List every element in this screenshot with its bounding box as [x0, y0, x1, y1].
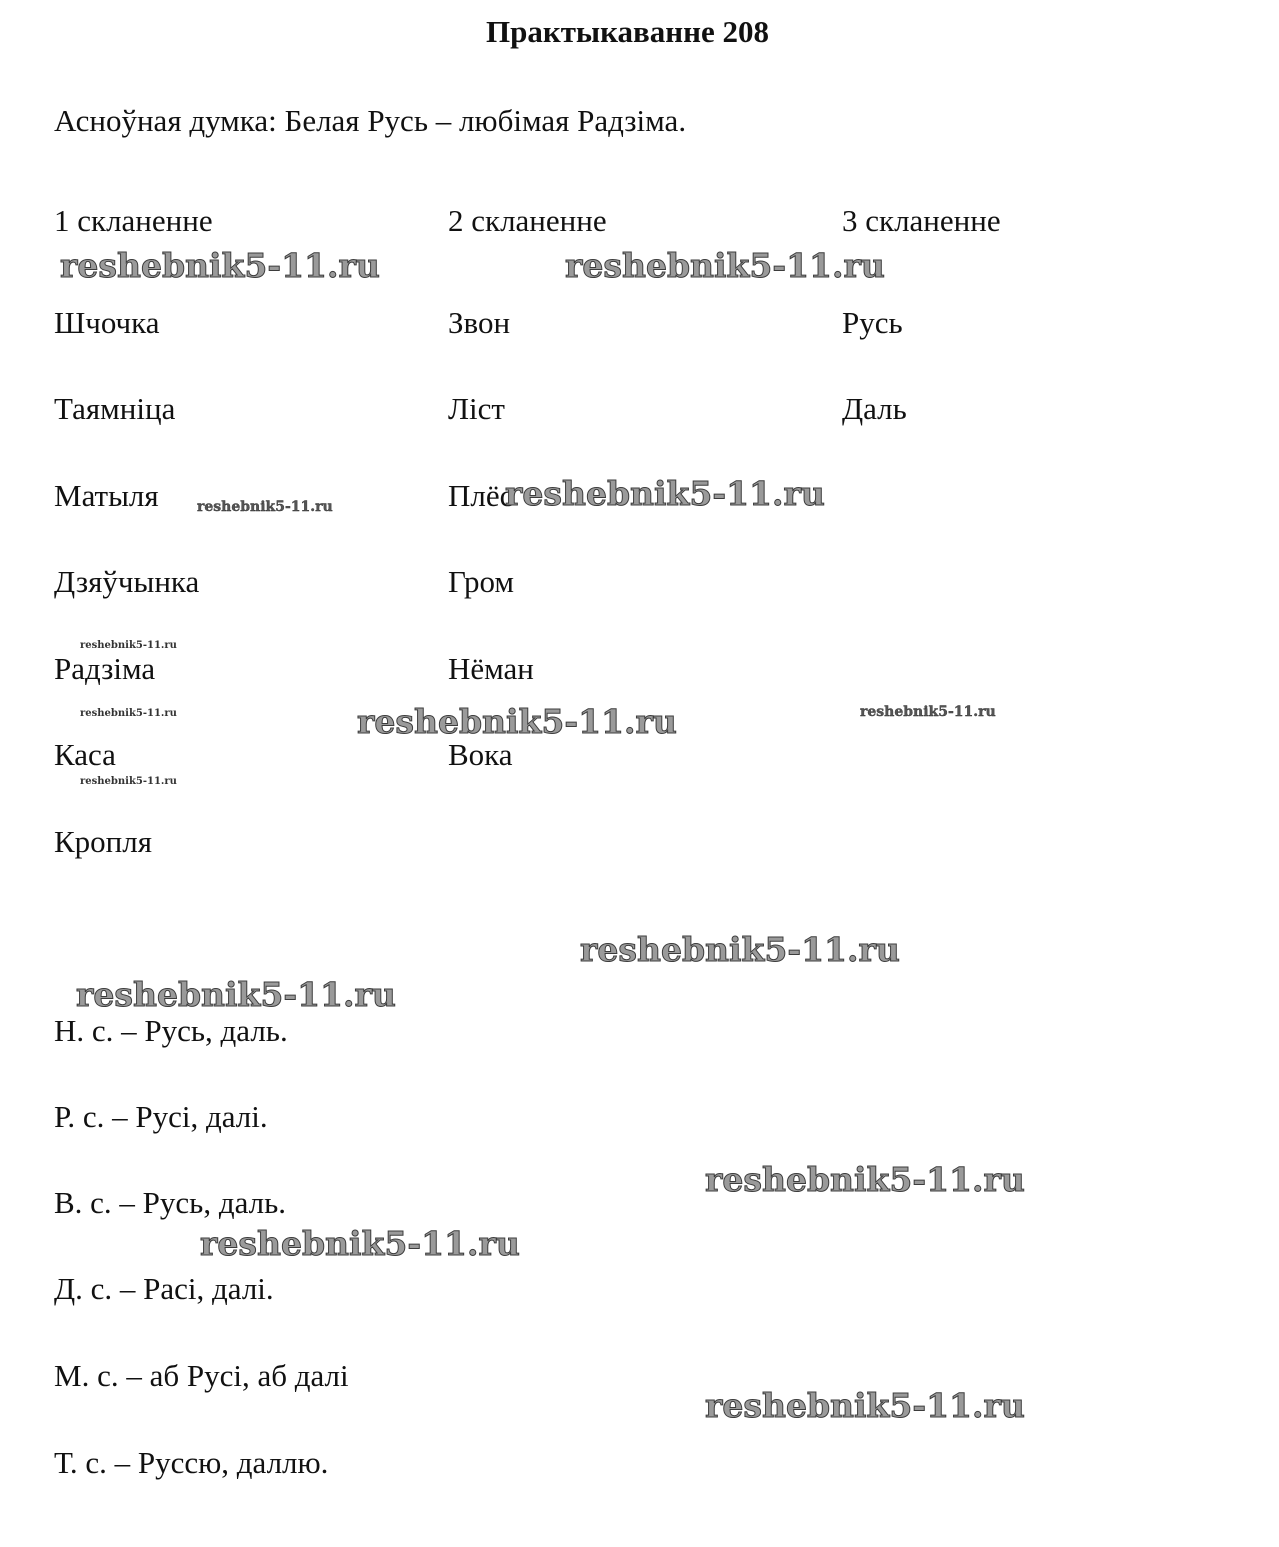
word-1-3: Матыля: [54, 478, 159, 513]
word-2-4: Гром: [448, 564, 514, 599]
watermark: reshebnik5-11.ru: [580, 930, 900, 969]
word-3-2: Даль: [842, 391, 907, 426]
watermark: reshebnik5-11.ru: [860, 704, 996, 720]
word-3-1: Русь: [842, 305, 903, 340]
word-1-1: Шчочка: [54, 305, 160, 340]
case-instrumental: Т. с. – Руссю, даллю.: [54, 1445, 329, 1480]
watermark: reshebnik5-11.ru: [80, 708, 177, 719]
watermark: reshebnik5-11.ru: [565, 246, 885, 285]
word-2-2: Ліст: [448, 391, 505, 426]
word-1-5: Радзіма: [54, 651, 156, 686]
word-2-6: Вока: [448, 737, 513, 772]
case-dative: Д. с. – Расі, далі.: [54, 1271, 274, 1306]
word-2-1: Звон: [448, 305, 511, 340]
word-1-7: Кропля: [54, 824, 152, 859]
main-idea: Асноўная думка: Белая Русь – любімая Радзіма.: [54, 103, 687, 138]
watermark: reshebnik5-11.ru: [357, 702, 677, 741]
word-1-2: Таямніца: [54, 391, 176, 426]
header-declension-3: 3 скланенне: [842, 203, 1001, 238]
watermark: reshebnik5-11.ru: [505, 474, 825, 513]
word-2-5: Нёман: [448, 651, 534, 686]
watermark: reshebnik5-11.ru: [80, 776, 177, 787]
word-1-6: Каса: [54, 737, 116, 772]
watermark: reshebnik5-11.ru: [60, 246, 380, 285]
watermark: reshebnik5-11.ru: [705, 1386, 1025, 1425]
case-nominative: Н. с. – Русь, даль.: [54, 1013, 288, 1048]
watermark: reshebnik5-11.ru: [705, 1160, 1025, 1199]
word-2-3: Плёс: [448, 478, 514, 513]
watermark: reshebnik5-11.ru: [197, 499, 333, 515]
watermark: reshebnik5-11.ru: [76, 975, 396, 1014]
page-title: Практыкаванне 208: [485, 14, 769, 49]
case-accusative: В. с. – Русь, даль.: [54, 1185, 286, 1220]
case-genitive: Р. с. – Русі, далі.: [54, 1099, 268, 1134]
header-declension-1: 1 скланенне: [54, 203, 213, 238]
header-declension-2: 2 скланенне: [448, 203, 607, 238]
watermark: reshebnik5-11.ru: [200, 1224, 520, 1263]
case-locative: М. с. – аб Русі, аб далі: [54, 1358, 349, 1393]
word-1-4: Дзяўчынка: [54, 564, 200, 599]
watermark: reshebnik5-11.ru: [80, 640, 177, 651]
